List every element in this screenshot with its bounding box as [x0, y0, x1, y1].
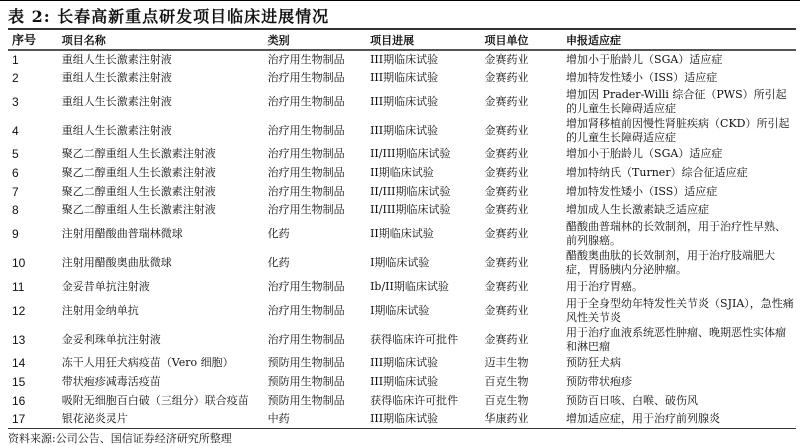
cell-progress: 获得临床许可批件	[370, 393, 459, 407]
cell-progress: 获得临床许可批件	[370, 332, 459, 346]
cell-progress: Ib/II期临床试验	[370, 279, 449, 293]
cell-index: 3	[12, 94, 19, 109]
cell-category: 化药	[267, 256, 290, 270]
cell-indication: 增加特纳氏（Turner）综合征适应症	[566, 166, 748, 180]
cell-unit: 金赛药业	[484, 123, 529, 137]
table-row	[8, 87, 796, 116]
cell-progress: II/III期临床试验	[370, 184, 451, 198]
table-row	[8, 354, 796, 373]
cell-unit: 百克生物	[484, 393, 529, 407]
cell-project-name: 聚乙二醇重组人生长激素注射液	[61, 184, 216, 198]
cell-project-name: 银花泌炎灵片	[62, 410, 268, 429]
cell-indication: 用于全身型幼年特发性关节炎（SJIA），急性痛风性关节炎	[566, 296, 794, 324]
header-project-name: 项目名称	[62, 29, 268, 50]
cell-unit: 金赛药业	[484, 147, 529, 161]
cell-unit: 百克生物	[484, 375, 529, 389]
cell-category: 治疗用生物制品	[267, 52, 345, 66]
cell-indication: 醋酸奥曲肽的长效制剂，用于治疗肢端肥大症，胃肠胰内分泌肿瘤。	[566, 249, 776, 277]
cell-category: 治疗用生物制品	[267, 123, 345, 137]
cell-project-name: 注射用醋酸奥曲肽微球	[61, 256, 172, 270]
cell-indication: 增加小于胎龄儿（SGA）适应症	[566, 147, 723, 161]
cell-index: 7	[12, 184, 19, 199]
rd-projects-table	[8, 28, 796, 429]
cell-index: 14	[12, 356, 26, 371]
cell-category: 预防用生物制品	[267, 375, 345, 389]
cell-project-name: 聚乙二醇重组人生长激素注射液	[61, 203, 216, 217]
cell-progress: II期临床试验	[370, 166, 434, 180]
cell-category: 治疗用生物制品	[267, 279, 345, 293]
header-indication: 申报适应症	[566, 29, 796, 50]
header-unit: 项目单位	[485, 29, 567, 50]
header-index: 序号	[8, 29, 62, 50]
cell-unit: 金赛药业	[484, 332, 529, 346]
cell-index: 16	[12, 393, 26, 408]
cell-unit: 金赛药业	[484, 52, 529, 66]
table-row	[8, 391, 796, 410]
cell-project-name: 重组人生长激素注射液	[61, 52, 172, 66]
cell-index: 10	[12, 256, 26, 271]
cell-progress: III期临床试验	[370, 410, 484, 429]
cell-index: 1	[12, 52, 19, 67]
table-row	[8, 116, 796, 145]
cell-index: 4	[12, 123, 19, 138]
cell-category: 治疗用生物制品	[267, 303, 345, 317]
table-row	[8, 278, 796, 297]
header-progress: 项目进展	[370, 29, 484, 50]
cell-unit: 金赛药业	[484, 70, 529, 84]
cell-category: 治疗用生物制品	[267, 70, 345, 84]
cell-category: 治疗用生物制品	[267, 332, 345, 346]
table-row	[8, 145, 796, 164]
source-note: 资料来源:公司公告、国信证券经济研究所整理	[8, 432, 232, 445]
cell-progress: III期临床试验	[370, 356, 439, 370]
cell-index: 11	[12, 279, 25, 294]
cell-unit: 迈丰生物	[484, 356, 529, 370]
cell-indication: 增加小于胎龄儿（SGA）适应症	[566, 52, 723, 66]
cell-unit: 金赛药业	[484, 279, 529, 293]
cell-index: 12	[12, 303, 26, 318]
table-row	[8, 325, 796, 354]
table-title: 表 2: 长春高新重点研发项目临床进展情况	[8, 7, 330, 26]
table-row	[8, 164, 796, 183]
cell-project-name: 重组人生长激素注射液	[61, 123, 172, 137]
table-row	[8, 201, 796, 220]
cell-progress: III期临床试验	[370, 70, 439, 84]
table-row	[8, 373, 796, 392]
cell-index: 9	[12, 227, 19, 242]
cell-indication: 增加因 Prader-Willi 综合征（PWS）所引起的儿童生长障碍适应症	[566, 87, 787, 115]
header-row	[8, 29, 796, 50]
cell-unit: 金赛药业	[484, 227, 529, 241]
cell-progress: II/III期临床试验	[370, 203, 451, 217]
cell-indication: 醋酸曲普瑞林的长效制剂，用于治疗性早熟、前列腺癌。	[566, 220, 787, 248]
cell-category: 治疗用生物制品	[267, 94, 345, 108]
cell-unit: 金赛药业	[484, 166, 529, 180]
cell-progress: III期临床试验	[370, 94, 439, 108]
table-row	[8, 296, 796, 325]
cell-unit: 金赛药业	[484, 256, 529, 270]
cell-indication: 用于治疗胃癌。	[566, 279, 644, 293]
cell-project-name: 重组人生长激素注射液	[61, 94, 172, 108]
table-row	[8, 182, 796, 201]
cell-unit: 金赛药业	[484, 184, 529, 198]
cell-category: 预防用生物制品	[267, 393, 345, 407]
cell-index: 2	[12, 70, 19, 85]
table-row	[8, 69, 796, 88]
cell-category: 中药	[268, 410, 370, 429]
cell-indication: 增加特发性矮小（ISS）适应症	[566, 70, 718, 84]
cell-progress: III期临床试验	[370, 52, 439, 66]
cell-progress: I期临床试验	[370, 256, 430, 270]
cell-progress: II/III期临床试验	[370, 147, 451, 161]
cell-unit: 金赛药业	[484, 203, 529, 217]
cell-index: 17	[8, 410, 62, 429]
cell-indication: 增加特发性矮小（ISS）适应症	[566, 184, 718, 198]
table-row	[8, 50, 796, 69]
cell-progress: III期临床试验	[370, 375, 439, 389]
cell-index: 5	[12, 147, 19, 162]
cell-unit: 金赛药业	[484, 303, 529, 317]
cell-index: 15	[12, 375, 26, 390]
cell-category: 治疗用生物制品	[267, 166, 345, 180]
cell-indication: 增加适应症，用于治疗前列腺炎	[566, 410, 796, 429]
cell-unit: 金赛药业	[484, 94, 529, 108]
cell-project-name: 注射用醋酸曲普瑞林微球	[61, 227, 183, 241]
cell-indication: 用于治疗血液系统恶性肿瘤、晚期恶性实体瘤和淋巴瘤	[566, 325, 787, 353]
cell-project-name: 金妥昔单抗注射液	[61, 279, 150, 293]
table-row	[8, 410, 796, 429]
cell-category: 化药	[267, 227, 290, 241]
cell-category: 治疗用生物制品	[267, 184, 345, 198]
cell-index: 13	[12, 332, 26, 347]
cell-indication: 增加肾移植前因慢性肾脏疾病（CKD）所引起的儿童生长障碍适应症	[566, 116, 790, 144]
cell-project-name: 注射用金纳单抗	[61, 303, 139, 317]
cell-project-name: 聚乙二醇重组人生长激素注射液	[61, 147, 216, 161]
cell-indication: 预防带状疱疹	[566, 375, 633, 389]
cell-indication: 增加成人生长激素缺乏适应症	[566, 203, 710, 217]
cell-project-name: 金妥利珠单抗注射液	[61, 332, 161, 346]
cell-index: 6	[12, 166, 19, 181]
header-category: 类别	[268, 29, 370, 50]
cell-indication: 预防百日咳、白喉、破伤风	[566, 393, 699, 407]
cell-indication: 预防狂犬病	[566, 356, 622, 370]
cell-project-name: 吸附无细胞百白破（三组分）联合疫苗	[61, 393, 249, 407]
cell-project-name: 带状疱疹减毒活疫苗	[61, 375, 161, 389]
cell-project-name: 冻干人用狂犬病疫苗（Vero 细胞）	[61, 356, 234, 370]
cell-project-name: 聚乙二醇重组人生长激素注射液	[61, 166, 216, 180]
cell-progress: II期临床试验	[370, 227, 434, 241]
cell-category: 预防用生物制品	[267, 356, 345, 370]
top-rule	[0, 0, 800, 1]
cell-unit: 华康药业	[485, 410, 567, 429]
cell-category: 治疗用生物制品	[267, 203, 345, 217]
table-row	[8, 249, 796, 278]
cell-project-name: 重组人生长激素注射液	[61, 70, 172, 84]
cell-progress: I期临床试验	[370, 303, 430, 317]
cell-index: 8	[12, 203, 19, 218]
table-row	[8, 220, 796, 249]
cell-category: 治疗用生物制品	[267, 147, 345, 161]
cell-progress: III期临床试验	[370, 123, 439, 137]
